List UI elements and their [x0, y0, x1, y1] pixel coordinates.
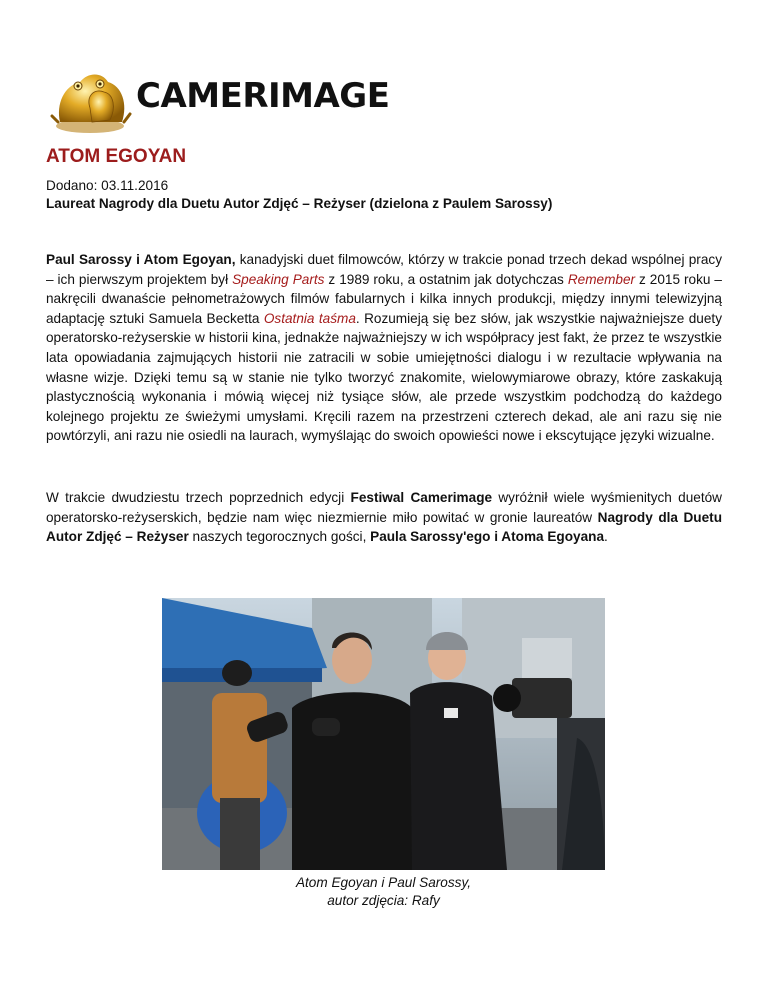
paragraph-text: wyróżnił wiele wyśmienitych duetów operatorsko-reżyserskich, będzie nam więc niezmiernie miło powitać w gronie laureatów — [46, 490, 722, 525]
film-link-speaking-parts[interactable]: Speaking Parts — [232, 271, 325, 287]
award-name: Nagrody dla Duetu Autor Zdjęć – Reżyser — [46, 509, 722, 545]
paragraph-text: naszych tegorocznych gości, — [188, 529, 371, 545]
laureate-names: Paula Sarossy'ego i Atoma Egoyana — [370, 529, 605, 545]
camerimage-logo[interactable] — [50, 58, 390, 138]
golden-frog-icon — [50, 64, 132, 136]
intro-paragraph — [46, 250, 722, 446]
festival-name: Festiwal Camerimage — [350, 490, 493, 505]
caption-line-1: Atom Egoyan i Paul Sarossy, — [295, 875, 472, 890]
film-link-remember[interactable]: Remember — [567, 271, 636, 287]
paragraph-text: kanadyjski duet filmowców, którzy w trakcie ponad trzech dekad wspólnej pracy – ich pierwszym projektem był — [46, 252, 722, 287]
paragraph-text: . — [604, 529, 608, 545]
paragraph-text: W trakcie dwudziestu trzech poprzednich edycji — [46, 490, 351, 505]
film-link-ostatnia-tasma[interactable]: Ostatnia taśma — [263, 310, 356, 326]
award-paragraph — [46, 488, 722, 547]
article-date: Dodano: 03.11.2016 — [46, 178, 169, 193]
logo-wordmark: CAMERIMAGE — [136, 76, 390, 116]
paragraph-text: z 1989 roku, a ostatnim jak dotychczas — [324, 271, 568, 287]
photo-illustration — [162, 598, 605, 870]
paragraph-text: z 2015 roku – nakręcili dwanaście pełnometrażowych filmów fabularnych i kilka innych produkcji, między innymi telewizyjną adaptację sztuki Samuela Becketta — [46, 271, 722, 326]
caption-line-2: autor zdjęcia: Rafy — [327, 893, 440, 908]
article-photo[interactable] — [162, 598, 605, 870]
article-title: ATOM EGOYAN — [46, 146, 187, 167]
paragraph-text: . Rozumieją się bez słów, jak wszystkie najważniejsze duety operatorsko-reżyserskie w historii kina, jednakże najważniejszy w ich współpracy jest fakt, że przez te wszystkie lata opowiadania zajmujących historii nie zatracili w sobie umiejętności dialogu i w rezultacie wpływania na własne wizje. Dzięki temu są w stanie nie tylko tworzyć znakomite, wielowymiarowe obrazy, które zaskakują plastycznością wykonania i mówią więcej niż tysiące słów, ale przede wszystkim podchodzą do każdego kolejnego projektu ze świeżymi umysłami. Kręcili razem na przestrzeni czterech dekad, ale ani razu się nie powtórzyli, ani razu nie osiedli na laurach, wymyślając do swoich opowieści nowe i ekscytujące języki wizualne. — [46, 310, 722, 444]
article-subtitle: Laureat Nagrody dla Duetu Autor Zdjęć – Reżyser (dzielona z Paulem Sarossy) — [46, 196, 553, 211]
lead-names: Paul Sarossy i Atom Egoyan, — [46, 252, 236, 267]
photo-caption — [162, 874, 605, 910]
